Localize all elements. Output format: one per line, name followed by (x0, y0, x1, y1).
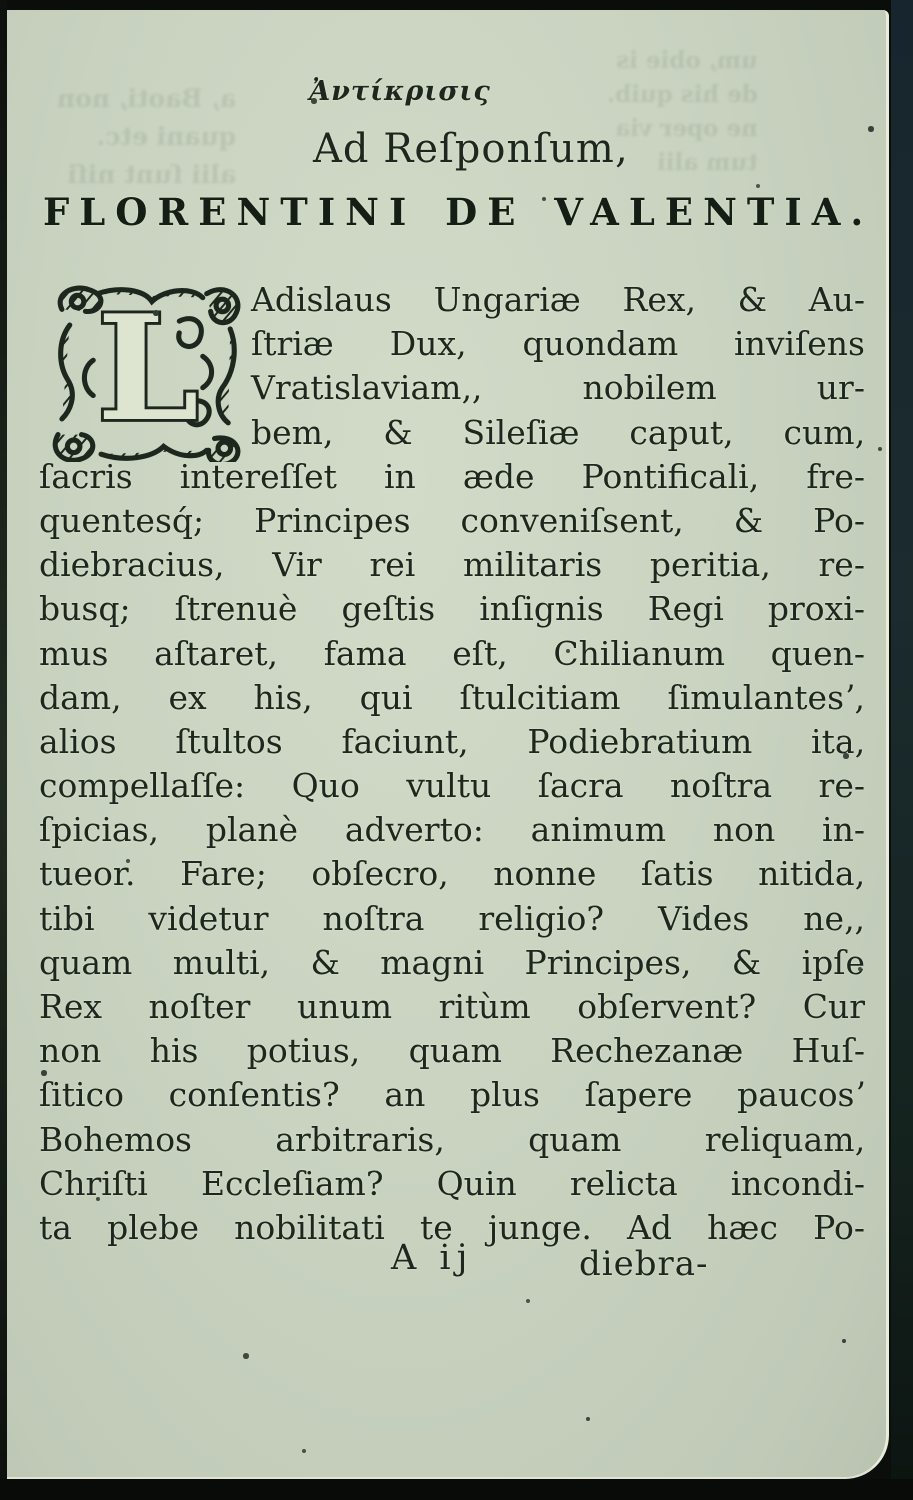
body-line: Rex noſter unum ritùm obſervent? Cur (39, 987, 865, 1026)
body-line: tueor. Fare; obſecro, nonne ſatis nitida‚ (39, 854, 865, 894)
body-line: ſtriæ Dux, quondam inviſens (251, 324, 865, 364)
body-line: compellaſſe: Quo vultu ſacra noſtra re- (39, 766, 865, 806)
scan-top-edge (0, 0, 913, 9)
body-line: diebracius, Vir rei militaris peritia, re- (39, 545, 865, 585)
body-line: ſacris intereſſet in æde Pontificali, fre- (39, 456, 865, 496)
body-line: Vratislaviam‚, nobilem ur- (251, 368, 865, 408)
body-line: bem, & Sileſiæ caput, cum‚ (251, 412, 865, 452)
body-line: ta plebe nobilitati te junge. Ad hæc Po- (39, 1207, 865, 1247)
book-fore-edge (891, 0, 913, 1500)
body-line: Bohemos arbitraris, quam reliquam‚ (39, 1119, 865, 1159)
body-line: ſitico conſentis? an plus ſapere paucosʼ (39, 1075, 865, 1115)
show-through-text-left: a, Baoti, non quani etc. alii ſunt niſi (57, 84, 237, 189)
signature-mark: A ij (391, 1238, 474, 1278)
body-line: quentesq́; Principes conveniſsent, & Po- (39, 500, 865, 540)
body-line: quam multi, & magni Principes, & ipſe (39, 942, 865, 982)
body-text (39, 278, 865, 1250)
paper-specks (7, 10, 9, 12)
body-line: alios ſtultos faciunt, Podiebratium ita‚ (39, 721, 865, 761)
body-line: non his potius, quam Rechezanæ Huſ- (39, 1031, 865, 1071)
body-line: dam, ex his, qui ſtulcitiam ſimulantesʼ, (39, 677, 865, 717)
svg-text:L: L (97, 283, 199, 454)
body-line: busq; ſtrenuè geſtis inſignis Regi proxi- (39, 589, 865, 629)
page-title: FLORENTINI DE VALENTIA. (43, 190, 874, 234)
body-line: mus aſtaret, fama eſt, Chilianum quen- (39, 633, 865, 673)
catchword: diebra- (579, 1244, 709, 1284)
body-line: Adislaus Ungariæ Rex, & Au- (251, 280, 865, 319)
scan-bottom-edge (0, 1479, 913, 1500)
show-through-text-right: um, obie is de his quib. ne oper via tum alii (607, 47, 758, 176)
body-line: ſpicias, planè adverto: animum non in- (39, 810, 865, 850)
greek-header: Ἀντίκρισις (309, 76, 491, 107)
subtitle: Ad Reſponſum‚ (313, 126, 629, 172)
book-page (7, 10, 889, 1479)
scan-left-edge (0, 0, 7, 1500)
body-line: Chriſti Eccleſiam? Quin relicta incondi- (39, 1163, 865, 1203)
body-line: tibi videtur noſtra religio? Vides ne‚, (39, 898, 865, 938)
